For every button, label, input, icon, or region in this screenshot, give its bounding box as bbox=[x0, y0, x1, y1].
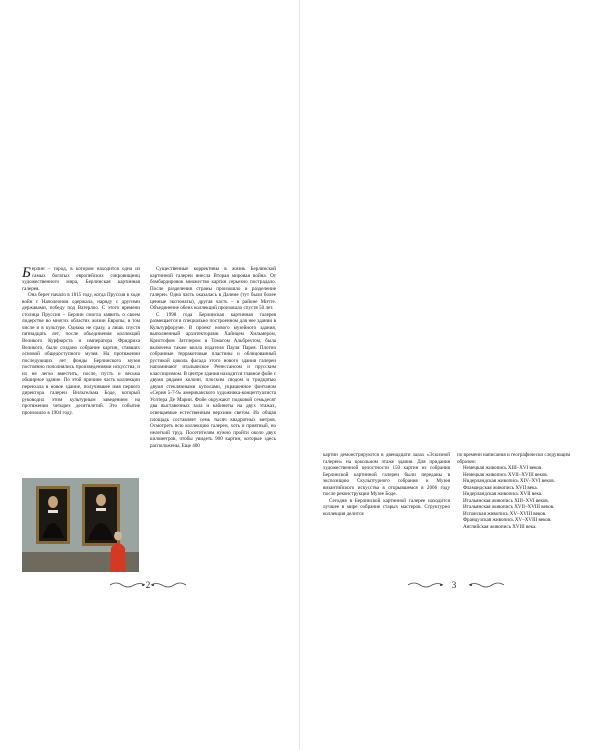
list-item: Английская живопись XVIII века. bbox=[463, 524, 537, 531]
list-item: Нидерландская живопись XVII века. bbox=[463, 491, 543, 498]
list-item: Нидерландская живопись XIV–XVI веков. bbox=[463, 478, 555, 485]
right-text-column-2 bbox=[457, 452, 582, 531]
right-text-column-1 bbox=[323, 452, 450, 517]
museum-visitor-photo bbox=[22, 478, 139, 572]
left-paragraph-1 bbox=[22, 266, 140, 292]
list-item: Итальянская живопись XIII–XVI веков. bbox=[463, 497, 549, 504]
page-number-right: 3 bbox=[451, 580, 457, 590]
right-ornament-icon bbox=[150, 581, 186, 589]
page-number-left: 2 bbox=[145, 580, 151, 590]
right-paragraph-1: картин демонстрируются в двенадцати залах «Эскизной галереи» на цокольном этаже здания. Для придания художественной целостности 150 картин из собрания Берлинской картинной галереи были переданы в экспозицию Скульптурного собрания и Музея византийского искусства в открывшемся в 2006 году после реконструкции Музее Боде. bbox=[323, 452, 450, 498]
left-paragraph-2: Она берет начало в 1815 году, когда Пруссия в ходе войн с Наполеоном одержала, наряду с другими державами, победу под Ватерлоо. С этого времени столица Пруссии – Берлин смогла заявить о своем лидерстве во многих областях жизни Европы, в том числе и в культуре. Однако не сразу, а лишь спустя пятнадцать лет, после объединения коллекций Великого Курфюрста и императора Фридриха Великого, было создано собрание картин, ставших основой общедоступного музея. На протяжении последующих лет фонды Берлинского музея постоянно пополнялись произведениями искусства, и их не легко вместить, после, пусть и весьма обширное здание. По этой причине часть коллекции переехала в новое здание, получившее имя первого директора галереи Вильгельма Боде, который руководил этим культурным заведением на протяжении четырех десятилетий. Это событие произошло в 1904 году. bbox=[22, 292, 140, 417]
left-ornament-icon bbox=[408, 581, 444, 589]
drop-cap: Б bbox=[22, 265, 31, 281]
collection-list bbox=[457, 465, 582, 530]
list-item: Итальянская живопись XVII–XVIII веков. bbox=[463, 504, 555, 511]
list-item: Немецкая живопись XIII–XVI веков. bbox=[463, 465, 543, 472]
list-item: Французская живопись XV–XVIII веков. bbox=[463, 517, 552, 524]
right-ornament-icon bbox=[468, 581, 504, 589]
right-paragraph-2: Сегодня в Берлинской картинной галерее находится лучшее в мире собрание старых мастеров. Структурно коллекция делится bbox=[323, 497, 450, 517]
left-text-column-1 bbox=[22, 266, 140, 417]
list-item: Немецкая живопись XVII–XVIII веков. bbox=[463, 471, 548, 478]
left-paragraph-1-text: ерлин – город, в котором находится одна из самых богатых европейских сокровищниц художественного мира, Берлинская картинная галерея. bbox=[22, 266, 140, 292]
left-paragraph-4: С 1998 года Берлинская картинная галерея размещается в специально построенном для нее здании в Культурфоруме. В проект нового музейного здания, выполненный архитекторами Хайнцем Хильмером, Кристофом Заттлером и Томасом Альбрехтом, была включена также вилла издателя Пауля Парея. Плотно собранные терракотовые пластины и облицованный рустикой цоколь фасада этого нового здания галереи напоминают итальянское Ренессансом и прусским классицизмом. В центре здания находится главное фойе с двумя рядами колонн, плоским сводом и тридцатью двумя стеклянными куполами, украшенное фонтаном «Серия 5-7-9» американского художника-концептуалиста Уолтера Де Марии. Фойе окружают подковой семьдесят два выставочных зала и кабинеты на двух этажах, освещаемые естественным верхним светом. Их общая площадь составляет семь тысяч квадратных метров. Осмотреть всю коллекцию галереи, хоть и приятный, но нелегкий труд. Посетителям нужно пройти около двух километров, чтобы увидеть 900 картин, которые здесь расположены. Еще 400 bbox=[150, 311, 276, 449]
left-folio bbox=[88, 578, 208, 592]
right-paragraph-3: по времени написания и географически следующим образом: bbox=[457, 452, 571, 465]
left-text-column-2 bbox=[150, 266, 276, 449]
list-item: Фламандская живопись XVII века. bbox=[463, 484, 538, 491]
list-item: Испанская живопись XV–XVIII веков. bbox=[463, 510, 547, 517]
right-folio bbox=[408, 578, 528, 592]
museum-visitor-illustration bbox=[22, 478, 139, 572]
right-page bbox=[300, 0, 600, 750]
left-paragraph-3: Существенные коррективы в жизнь Берлинской картинной галереи внесла Вторая мировая война. От бомбардировок множество картин серьезно пострадало. После разделения страны произошло и разделение галереи. Одна часть оказалась в Далеме (тут были более ценные экспонаты), другая часть – в районе Митте. Объединение обеих коллекций произошло спустя 50 лет. bbox=[150, 266, 276, 312]
